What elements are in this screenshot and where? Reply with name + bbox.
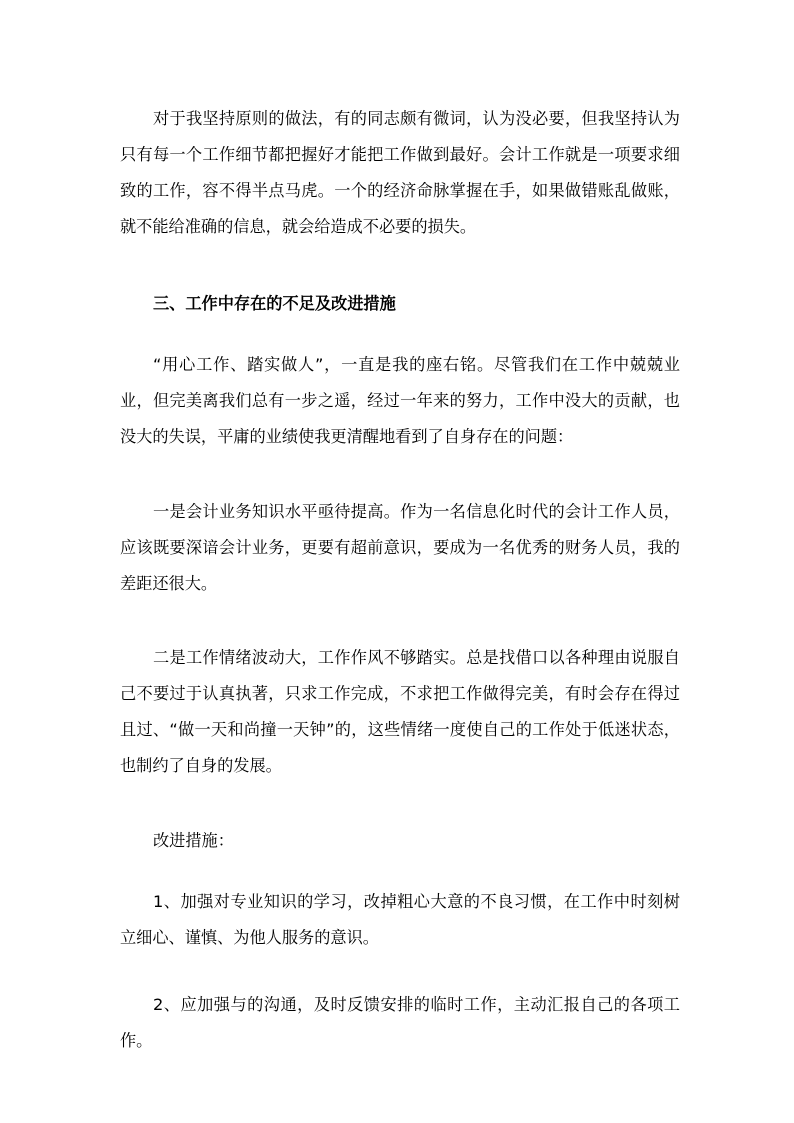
paragraph-measure-one: 1、加强对专业知识的学习，改掉粗心大意的不良习惯，在工作中时刻树立细心、谨慎、为他人服务的意识。 [120,892,680,947]
section-heading: 三、工作中存在的不足及改进措施 [153,294,396,313]
paragraph-measure-two: 2、应加强与的沟通，及时反馈安排的临时工作，主动汇报自己的各项工作。 [120,995,680,1050]
paragraph-issue-two: 二是工作情绪波动大，工作作风不够踏实。总是找借口以各种理由说服自己不要过于认真执著，只求工作完成，不求把工作做得完美，有时会存在得过且过、“做一天和尚撞一天钟”的，这些情绪一度使自己的工作处于低迷状态，也制约了自身的发展。 [120,648,680,775]
paragraph-issue-one: 一是会计业务知识水平亟待提高。作为一名信息化时代的会计工作人员，应该既要深谙会计业务，更要有超前意识，要成为一名优秀的财务人员，我的差距还很大。 [120,502,680,593]
paragraph-measures-label: 改进措施： [153,831,234,850]
paragraph-motto: “用心工作、踏实做人”，一直是我的座右铭。尽管我们在工作中兢兢业业，但完美离我们总有一步之遥，经过一年来的努力，工作中没大的贡献，也没大的失误，平庸的业绩使我更清醒地看到了自身存在的问题： [120,355,680,446]
paragraph-principles: 对于我坚持原则的做法，有的同志颇有微词，认为没必要，但我坚持认为只有每一个工作细节都把握好才能把工作做到最好。会计工作就是一项要求细致的工作，容不得半点马虎。一个的经济命脉掌握在手，如果做错账乱做账，就不能给准确的信息，就会给造成不必要的损失。 [120,109,680,236]
